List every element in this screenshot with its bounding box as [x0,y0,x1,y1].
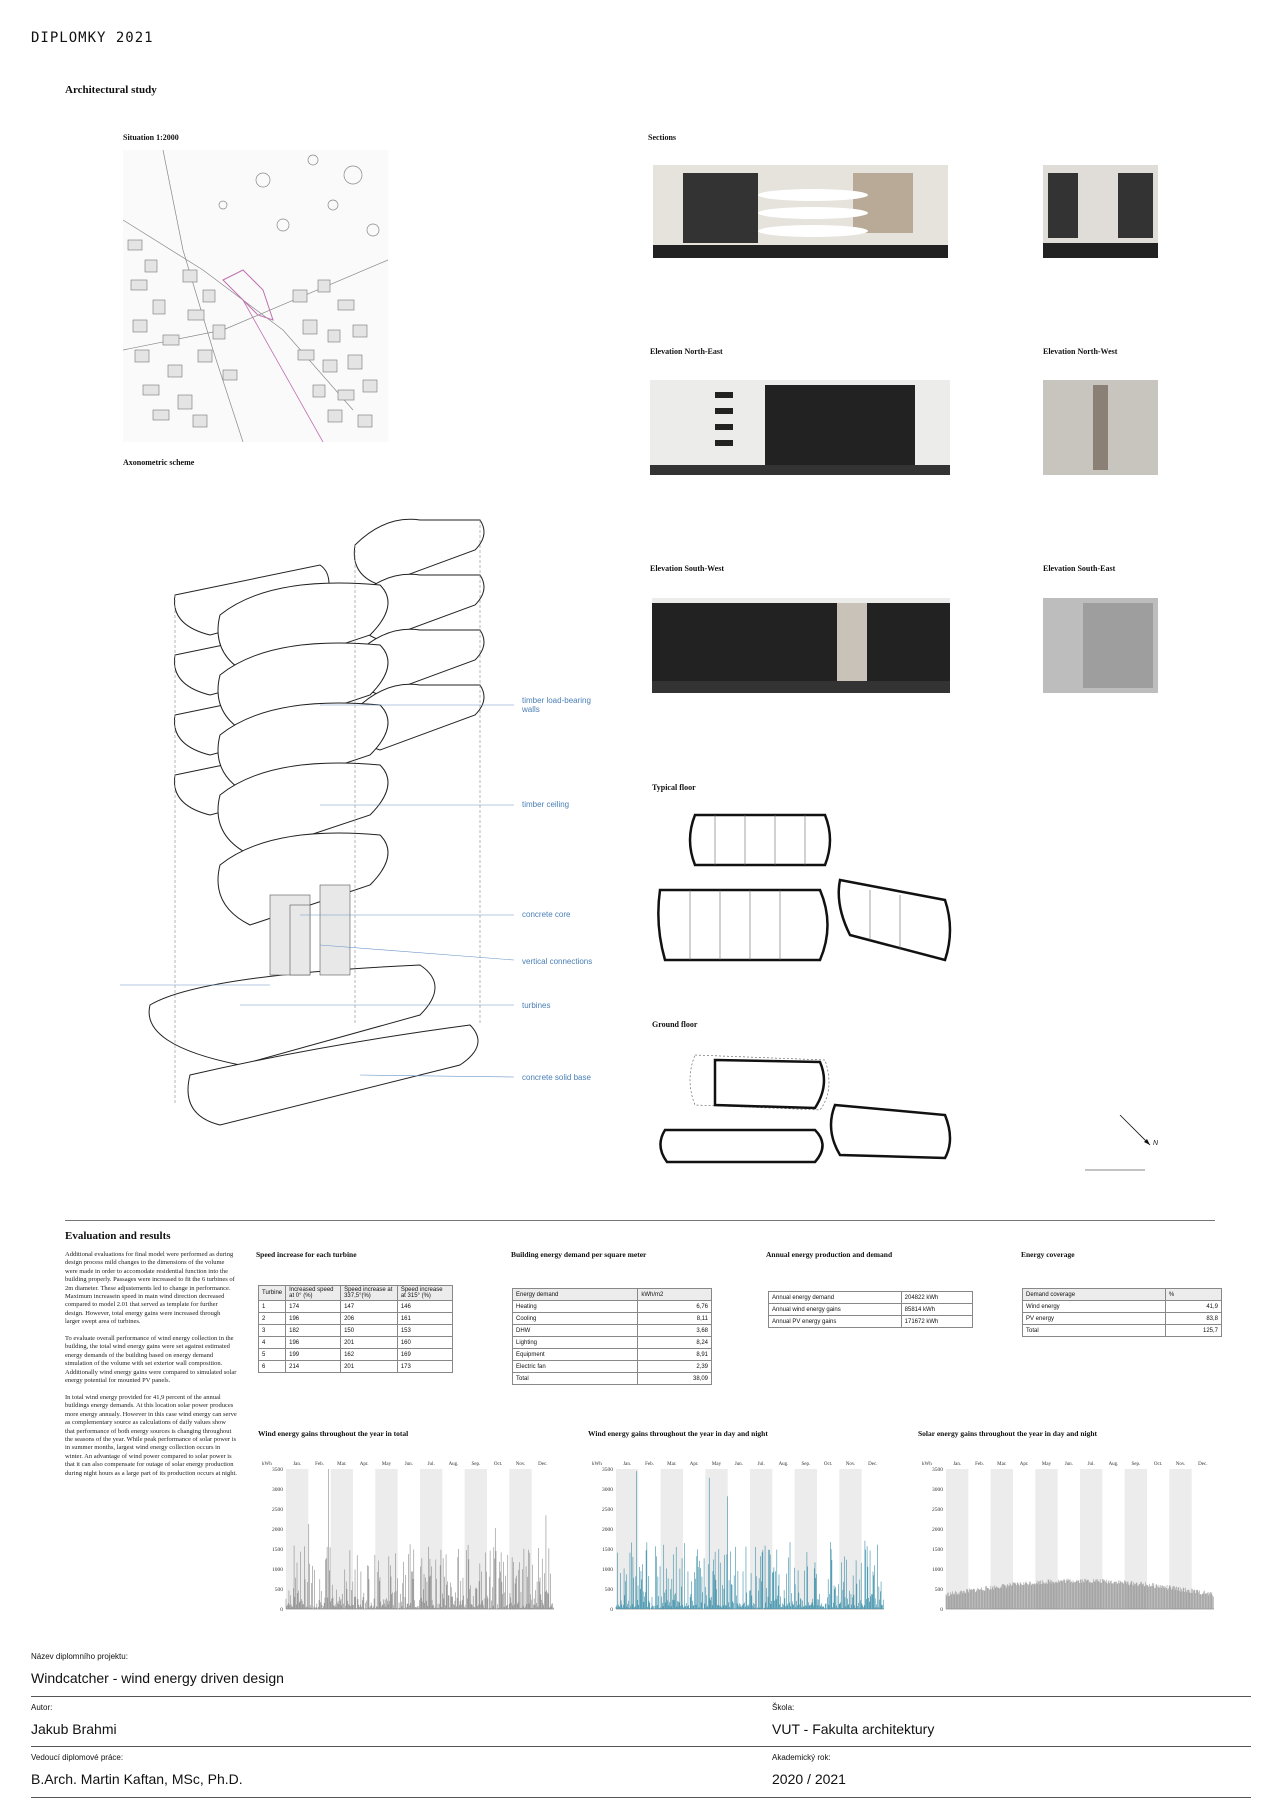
ground-floor-plan [655,1050,955,1170]
speed-table-title: Speed increase for each turbine [256,1250,357,1259]
cell: Annual energy demand [769,1292,902,1304]
month-tick-label: Oct. [1153,1462,1163,1467]
demand-table [512,1288,712,1385]
month-tick-label: Sep. [471,1462,481,1467]
y-tick-label: 500 [274,1587,283,1593]
month-tick-label: Jul. [427,1462,435,1467]
cell: 8,91 [638,1349,712,1361]
table-row [259,1361,453,1373]
y-tick-label: 1500 [932,1547,943,1553]
table-row [1023,1313,1222,1325]
cell: 2 [259,1313,286,1325]
supervisor-label: Vedoucí diplomové práce: [31,1753,124,1762]
table-row [513,1337,712,1349]
month-tick-label: Feb. [645,1462,654,1467]
typical-floor-label: Typical floor [652,783,696,792]
speed-header: Increased speed at 0° (%) [286,1286,341,1301]
cell: 162 [341,1349,398,1361]
month-tick-label: May [711,1462,722,1467]
y-tick-label: 1000 [932,1567,943,1573]
elev-ne-label: Elevation North-East [650,347,723,356]
page-header: DIPLOMKY 2021 [31,30,154,46]
axonometric-label: Axonometric scheme [123,458,195,467]
y-tick-label: 3000 [272,1487,283,1493]
cell: 199 [286,1349,341,1361]
cell: 3,68 [638,1325,712,1337]
situation-map [123,150,388,442]
elev-se-label: Elevation South-East [1043,564,1116,573]
sections-label: Sections [648,133,676,142]
footer-rule [31,1746,1251,1747]
month-tick-label: Mar. [667,1462,677,1467]
month-tick-label: Sep. [1131,1462,1141,1467]
cell: 204822 kWh [901,1292,972,1304]
axo-label-core: concrete core [522,910,571,919]
cell: 201 [341,1337,398,1349]
axo-label-vertical: vertical connections [522,957,593,966]
y-tick-label: 0 [610,1607,613,1613]
elevation-north-west [1043,380,1158,475]
y-tick-label: 1500 [602,1547,613,1553]
demand-table-title: Building energy demand per square meter [511,1250,647,1259]
year-label: Akademický rok: [772,1753,831,1762]
month-tick-label: Jan. [953,1462,962,1467]
evaluation-title: Evaluation and results [65,1230,171,1242]
situation-label: Situation 1:2000 [123,133,179,142]
cell: 41,9 [1165,1301,1221,1313]
section-long [653,165,948,258]
wind-total-chart [258,1455,558,1620]
coverage-header: % [1165,1289,1221,1301]
speed-header: Speed increase at 337,5°(%) [341,1286,398,1301]
chart-title: Wind energy gains throughout the year in total [258,1429,409,1438]
cell: Equipment [513,1349,638,1361]
month-tick-label: Aug. [778,1462,789,1467]
axo-label-base: concrete solid base [522,1073,591,1082]
footer-rule [31,1797,1251,1798]
author-label: Autor: [31,1703,53,1712]
cell: 153 [397,1325,452,1337]
y-tick-label: 2000 [272,1527,283,1533]
y-tick-label: 1500 [272,1547,283,1553]
cell: Total [513,1373,638,1385]
north-arrow [1080,1100,1180,1180]
demand-header: Energy demand [513,1289,638,1301]
elevation-south-east [1043,598,1158,693]
axonometric-scheme [120,505,520,1165]
section-divider [65,1220,1215,1221]
month-tick-label: Apr. [689,1462,699,1467]
cell: 38,09 [638,1373,712,1385]
table-row [513,1361,712,1373]
cell: 6,76 [638,1301,712,1313]
y-tick-label: 2500 [932,1507,943,1513]
wind-daynight-chart [588,1455,888,1620]
footer-rule [31,1696,1251,1697]
year-value: 2020 / 2021 [772,1771,846,1787]
y-tick-label: 1000 [602,1567,613,1573]
speed-header: Speed increase at 315° (%) [397,1286,452,1301]
y-tick-label: 3000 [602,1487,613,1493]
month-band [839,1469,861,1609]
cell: 3 [259,1325,286,1337]
month-tick-label: Nov. [1175,1462,1186,1467]
cell: 4 [259,1337,286,1349]
cell: 125,7 [1165,1325,1221,1337]
y-tick-label: 0 [940,1607,943,1613]
cell: PV energy [1023,1313,1166,1325]
month-tick-label: Nov. [515,1462,526,1467]
month-tick-label: Oct. [493,1462,503,1467]
cell: Wind energy [1023,1301,1166,1313]
axo-label-walls: timber load-bearing walls [522,696,591,714]
table-row [769,1292,973,1304]
north-label: N [1153,1140,1159,1147]
y-tick-label: 2500 [602,1507,613,1513]
month-tick-label: Dec. [538,1462,548,1467]
month-tick-label: Jun. [1064,1462,1073,1467]
month-tick-label: Mar. [997,1462,1007,1467]
cell: 83,8 [1165,1313,1221,1325]
y-axis-label: kWh [922,1462,932,1467]
month-tick-label: Nov. [845,1462,856,1467]
month-tick-label: Feb. [315,1462,324,1467]
month-tick-label: Apr. [359,1462,369,1467]
coverage-header: Demand coverage [1023,1289,1166,1301]
cell: 8,24 [638,1337,712,1349]
chart-title: Solar energy gains throughout the year in day and night [918,1429,1097,1438]
demand-header: kWh/m2 [638,1289,712,1301]
table-row [1023,1325,1222,1337]
section-title-study: Architectural study [65,84,157,96]
month-tick-label: Dec. [1198,1462,1208,1467]
cell: 150 [341,1325,398,1337]
table-row [259,1349,453,1361]
y-tick-label: 0 [280,1607,283,1613]
cell: 174 [286,1301,341,1313]
y-tick-label: 2500 [272,1507,283,1513]
axo-label-ceiling: timber ceiling [522,800,570,809]
cell: 8,11 [638,1313,712,1325]
y-tick-label: 2000 [932,1527,943,1533]
cell: 201 [341,1361,398,1373]
chart-title: Wind energy gains throughout the year in day and night [588,1429,768,1438]
month-tick-label: Oct. [823,1462,833,1467]
month-tick-label: May [381,1462,392,1467]
y-tick-label: 3500 [932,1467,943,1473]
y-tick-label: 3500 [602,1467,613,1473]
school-label: Škola: [772,1703,795,1712]
section-short [1043,165,1158,258]
cell: 160 [397,1337,452,1349]
cell: 206 [341,1313,398,1325]
cell: 196 [286,1337,341,1349]
y-tick-label: 500 [604,1587,613,1593]
cell: 6 [259,1361,286,1373]
cell: 182 [286,1325,341,1337]
evaluation-text: Additional evaluations for final model were performed as during design process mild changes to the dimensions of the volume were made in order to accomodate residential function into the building properly. Passages were increased to fit the 6 turbines of 2m diameter. These adjustements led to change in performance. Maximum increasein speed in main wind direction decreased compared to model 2.01 that served as template for further design. However, total energy gains were increased through larger swept area of turbines. To evaluate overall performance of wind energy collection in the building, the total wind energy gains were set against estimated energy demands of the building based on energy demand simulation of the volume with set exterior wall composition. Additionally wind energy gains were compared to simulated solar energy potential for mounted PV panels. In total wind energy provided for 41,9 percent of the annual buildings energy demands. At this location solar power produces more energy annualy. However in this case wind energy can serve as complementary source as calculations of daily values show that performance of both energy sources is changing throughout the seasons of the year. While peak performance of solar power is in summer months, largest wind energy collection occurs in winter. An advantage of wind power compared to solar power is that it can also compensate for outage of solar energy production during night hours as a large part of its production occurs at night. [65,1251,237,1477]
cell: Heating [513,1301,638,1313]
month-tick-label: Jan. [293,1462,302,1467]
cell: 169 [397,1349,452,1361]
table-row [769,1316,973,1328]
elev-nw-label: Elevation North-West [1043,347,1118,356]
table-row [513,1349,712,1361]
production-table-title: Annual energy production and demand [766,1250,893,1259]
cell: 5 [259,1349,286,1361]
cell: 1 [259,1301,286,1313]
cell: 2,39 [638,1361,712,1373]
production-table [768,1291,973,1328]
project-value: Windcatcher - wind energy driven design [31,1670,284,1686]
cell: 146 [397,1301,452,1313]
month-tick-label: Apr. [1019,1462,1029,1467]
month-tick-label: Jul. [1087,1462,1095,1467]
table-row [259,1325,453,1337]
ground-floor-label: Ground floor [652,1020,698,1029]
table-row [513,1373,712,1385]
cell: 171672 kWh [901,1316,972,1328]
cell: DHW [513,1325,638,1337]
y-tick-label: 3500 [272,1467,283,1473]
month-band [616,1469,638,1609]
cell: 196 [286,1313,341,1325]
elevation-north-east [650,380,950,475]
elevation-south-west [652,598,950,693]
axo-label-turbines: turbines [522,1001,551,1010]
table-row [513,1301,712,1313]
month-tick-label: Jun. [734,1462,743,1467]
month-tick-label: May [1041,1462,1052,1467]
month-band [946,1469,968,1609]
supervisor-value: B.Arch. Martin Kaftan, MSc, Ph.D. [31,1771,243,1787]
y-axis-label: kWh [262,1462,272,1467]
school-value: VUT - Fakulta architektury [772,1721,935,1737]
cell: Annual wind energy gains [769,1304,902,1316]
solar-chart [918,1455,1218,1620]
table-row [259,1337,453,1349]
cell: 214 [286,1361,341,1373]
y-tick-label: 500 [934,1587,943,1593]
table-row [769,1304,973,1316]
y-tick-label: 3000 [932,1487,943,1493]
cell: Cooling [513,1313,638,1325]
cell: 173 [397,1361,452,1373]
cell: 85814 kWh [901,1304,972,1316]
table-row [513,1313,712,1325]
month-tick-label: Dec. [868,1462,878,1467]
coverage-table-title: Energy coverage [1021,1250,1075,1259]
project-label: Název diplomního projektu: [31,1652,128,1661]
cell: 147 [341,1301,398,1313]
month-tick-label: Aug. [1108,1462,1119,1467]
month-tick-label: Mar. [337,1462,347,1467]
table-row [1023,1301,1222,1313]
y-tick-label: 2000 [602,1527,613,1533]
cell: Annual PV energy gains [769,1316,902,1328]
typical-floor-plan [655,810,955,975]
coverage-table [1022,1288,1222,1337]
speed-table [258,1285,453,1373]
month-tick-label: Jun. [404,1462,413,1467]
cell: Total [1023,1325,1166,1337]
month-tick-label: Feb. [975,1462,984,1467]
month-tick-label: Sep. [801,1462,811,1467]
table-row [513,1325,712,1337]
speed-header: Turbine [259,1286,286,1301]
cell: Lighting [513,1337,638,1349]
elev-sw-label: Elevation South-West [650,564,725,573]
y-tick-label: 1000 [272,1567,283,1573]
y-axis-label: kWh [592,1462,602,1467]
author-value: Jakub Brahmi [31,1721,117,1737]
cell: 161 [397,1313,452,1325]
table-row [259,1313,453,1325]
month-tick-label: Jul. [757,1462,765,1467]
month-tick-label: Jan. [623,1462,632,1467]
month-tick-label: Aug. [448,1462,459,1467]
cell: Electric fan [513,1361,638,1373]
table-row [259,1301,453,1313]
